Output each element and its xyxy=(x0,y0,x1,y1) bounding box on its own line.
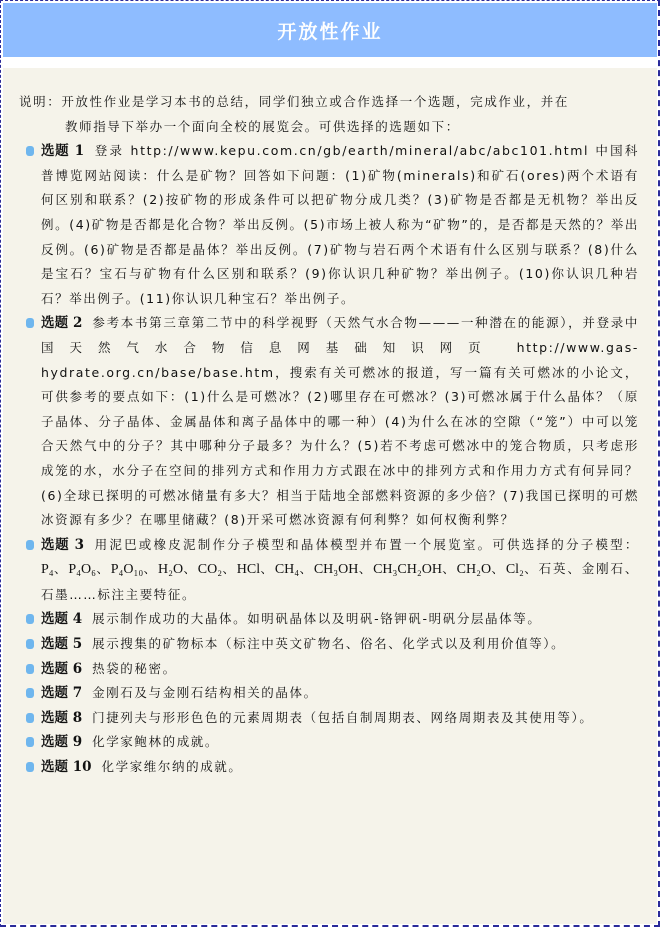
bullet-icon xyxy=(26,614,34,624)
content-panel xyxy=(3,68,657,924)
topic-text: 选题 3 用泥巴或橡皮泥制作分子模型和晶体模型并布置一个展览室。可供选择的分子模型：P₄、P₄O₆、P₄O₁₀、H₂O、CO₂、HCl、CH₄、CH₃OH、CH₃CH₂OH、CH₂O、Cl₂、石英、金刚石、石墨……标注主要特征。 xyxy=(41,536,640,602)
intro-label: 说明： xyxy=(19,94,62,109)
topic-label: 选题 10 xyxy=(41,759,92,776)
content xyxy=(3,68,657,780)
topic-label: 选题 4 xyxy=(41,611,83,628)
topic-item-6 xyxy=(3,657,657,682)
formula: Cl₂ xyxy=(505,562,524,578)
bullet-icon xyxy=(26,762,34,772)
bullet-icon xyxy=(26,318,34,328)
topic-label: 选题 1 xyxy=(41,143,85,160)
bullet-icon xyxy=(26,688,34,698)
topic-text xyxy=(41,706,639,731)
topic-description: 登录 http://www.kepu.com.cn/gb/earth/mineral/abc/abc101.html 中国科普博览网站阅读：什么是矿物？回答如下问题：(1)矿物(minerals)和矿石(ores)两个术语有何区别和联系？(2)按矿物的形成条件可以把矿物分成几类？(3)矿物是否都是无机物？举出反例。(4)矿物是否都是化合物？举出反例。(5)市场上被人称为“矿物”的，是否都是天然的？举出反例。(6)矿物是否都是晶体？举出反例。(7)矿物与岩石两个术语有什么区别与联系？(8)什么是宝石？宝石与矿物有什么区别和联系？(9)你认识几种矿物？举出例子。(10)你认识几种岩石？举出例子。(11)你认识几种宝石？举出例子。 xyxy=(41,143,640,306)
topic-text xyxy=(41,681,639,706)
formula: P₄O₁₀ xyxy=(110,562,144,578)
topic-description-end: 、石英、金刚石、石墨……标注主要特征。 xyxy=(41,561,640,602)
topic-item-4 xyxy=(3,607,657,632)
topic-description: 展示制作成功的大晶体。如明矾晶体以及明矾-铬钾矾-明矾分层晶体等。 xyxy=(92,611,542,627)
topic-text xyxy=(41,607,639,632)
formula: CH₃CH₂OH xyxy=(373,562,442,578)
topic-label: 选题 2 xyxy=(41,315,83,332)
topic-text xyxy=(41,657,639,682)
topic-label: 选题 7 xyxy=(41,685,83,702)
formula: HCl xyxy=(236,562,261,578)
topic-description: 化学家维尔纳的成就。 xyxy=(101,759,243,775)
intro-paragraph xyxy=(19,90,643,139)
topic-item-7 xyxy=(3,681,657,706)
bullet-icon xyxy=(26,639,34,649)
formula: CH₂O xyxy=(456,562,492,578)
topic-description: 展示搜集的矿物标本（标注中英文矿物名、俗名、化学式以及利用价值等）。 xyxy=(92,636,566,652)
topic-description: 门捷列夫与形形色色的元素周期表（包括自制周期表、网络周期表及其使用等）。 xyxy=(92,709,594,725)
formula: P₄O₆ xyxy=(68,562,97,578)
bullet-icon xyxy=(26,664,34,674)
topic-item-2 xyxy=(3,311,657,532)
intro-text-line1: 开放性作业是学习本书的总结，同学们独立或合作选择一个选题，完成作业，并在 xyxy=(61,94,569,109)
topic-label: 选题 9 xyxy=(41,734,83,751)
topic-label: 选题 5 xyxy=(41,636,83,653)
formula: H₂O xyxy=(157,562,184,578)
page-title: 开放性作业 xyxy=(277,20,383,43)
topic-text xyxy=(41,632,639,657)
formula: CO₂ xyxy=(197,562,223,578)
topic-item-1 xyxy=(3,139,657,311)
topic-text xyxy=(41,730,639,755)
topic-item-9 xyxy=(3,730,657,755)
bullet-icon xyxy=(26,737,34,747)
topic-description: 参考本书第三章第二节中的科学视野（天然气水合物———一种潜在的能源），并登录中国天然气水合物信息网基础知识网页 http://www.gas-hydrate.org.cn/base/base.htm，搜索有关可燃冰的报道，写一篇有关可燃冰的小论文，可供参考的要点如下：(1)什么是可燃冰？(2)哪里存在可燃冰？(3)可燃冰属于什么晶体？（原子晶体、分子晶体、金属晶体和离子晶体中的哪一种）(4)为什么在冰的空隙（“笼”）中可以笼合天然气中的分子？其中哪种分子最多？为什么？(5)若不考虑可燃冰中的笼合物质，只考虑形成笼的水，水分子在空间的排列方式和作用力方式跟在冰中的排列方式和作用力方式有何异同？(6)全球已探明的可燃冰储量有多大？相当于陆地全部燃料资源的多少倍？(7)我国已探明的可燃冰资源有多少？在哪里储藏？(8)开采可燃冰资源有何利弊？如何权衡利弊？ xyxy=(41,315,640,528)
topic-description: 化学家鲍林的成就。 xyxy=(92,734,219,750)
topic-label: 选题 6 xyxy=(41,660,83,677)
topic-description: 金刚石及与金刚石结构相关的晶体。 xyxy=(92,685,318,701)
topic-text xyxy=(41,755,639,780)
formula: CH₄ xyxy=(274,562,300,578)
topic-description: 用泥巴或橡皮泥制作分子模型和晶体模型并布置一个展览室。可供选择的分子模型： xyxy=(93,536,639,552)
formula: CH₃OH xyxy=(313,562,359,578)
topic-description: 热袋的秘密。 xyxy=(92,660,177,676)
topic-item-8 xyxy=(3,706,657,731)
bullet-icon xyxy=(26,146,34,156)
topic-text xyxy=(41,311,639,532)
intro-text-line2: 教师指导下举办一个面向全校的展览会。可供选择的选题如下： xyxy=(65,118,460,134)
topic-item-5 xyxy=(3,632,657,657)
topic-item-3 xyxy=(3,533,657,608)
topic-label: 选题 3 xyxy=(41,536,84,553)
bullet-icon xyxy=(26,540,34,550)
bullet-icon xyxy=(26,713,34,723)
topic-item-10 xyxy=(3,755,657,780)
topic-label: 选题 8 xyxy=(41,709,83,726)
topic-text xyxy=(41,139,639,311)
header-banner xyxy=(3,3,657,57)
formula: P₄ xyxy=(41,562,54,578)
